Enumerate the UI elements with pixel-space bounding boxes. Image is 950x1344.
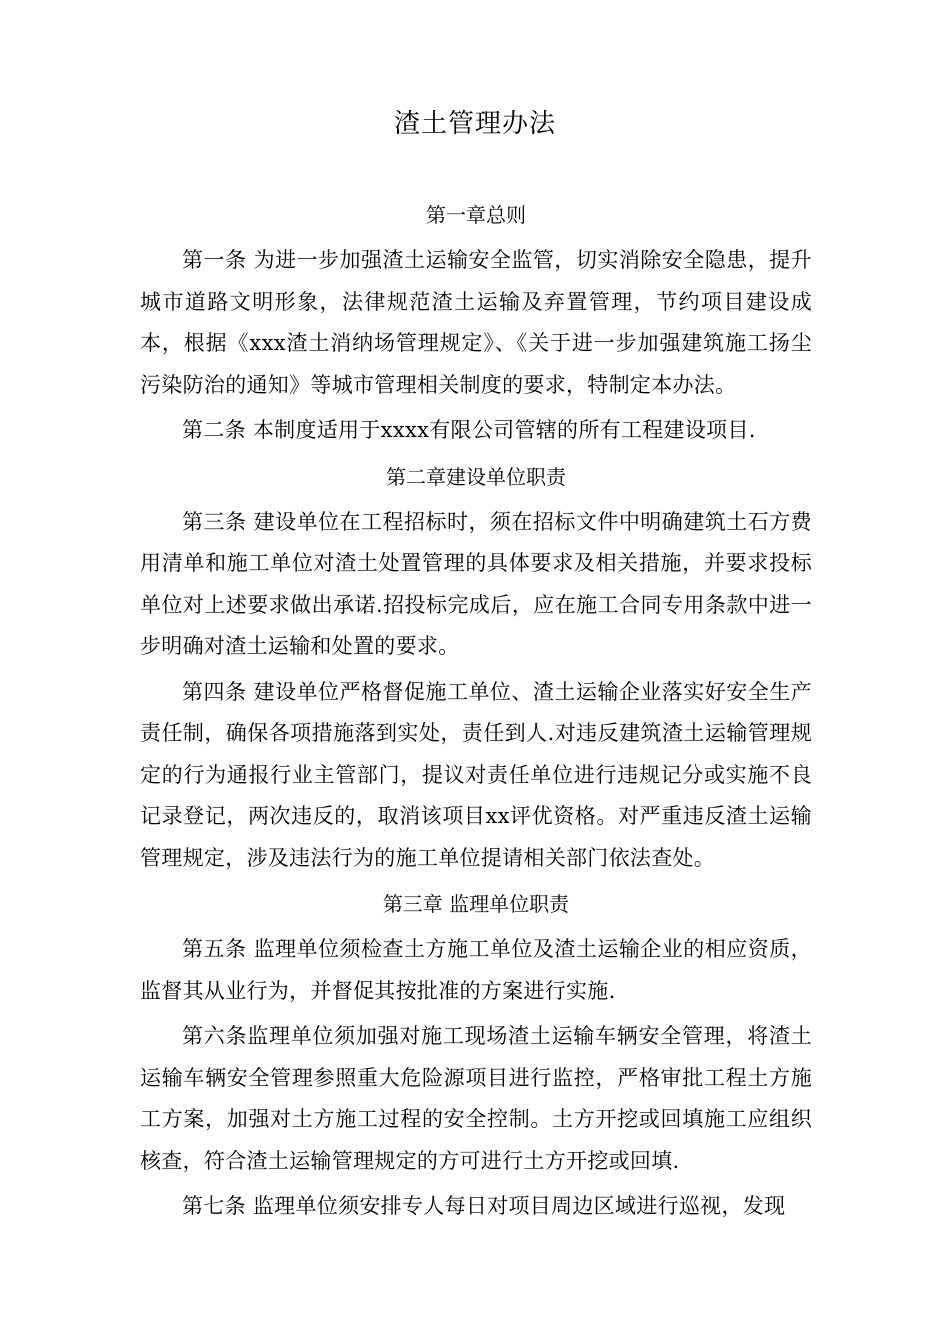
- article-paragraph: 第三条 建设单位在工程招标时，须在招标文件中明确建筑土石方费用清单和施工单位对渣土处置管理的具体要求及相关措施，并要求投标单位对上述要求做出承诺.招投标完成后，应在施工合同专用条款中进一步明确对渣土运输和处置的要求。: [140, 509, 812, 658]
- article-paragraph: 第二条 本制度适用于xxxx有限公司管辖的所有工程建设项目.: [182, 418, 756, 442]
- chapter-heading: 第三章 监理单位职责: [382, 892, 570, 916]
- article-paragraph: 第七条 监理单位须安排专人每日对项目周边区域进行巡视，发现: [182, 1194, 786, 1218]
- article-paragraph: 第四条 建设单位严格督促施工单位、渣土运输企业落实好安全生产责任制，确保各项措施落到实处，责任到人.对违反建筑渣土运输管理规定的行为通报行业主管部门，提议对责任单位进行违规记分或实施不良记录登记，两次违反的，取消该项目xx评优资格。对严重违反渣土运输管理规定，涉及违法行为的施工单位提请相关部门依法查处。: [140, 679, 812, 870]
- chapter-heading: 第二章建设单位职责: [386, 464, 566, 489]
- article-paragraph: 第五条 监理单位须检查土方施工单位及渣土运输企业的相应资质，监督其从业行为，并督促其按批准的方案进行实施.: [140, 937, 812, 1003]
- document-body: [140, 196, 812, 1232]
- article-paragraph: 第六条监理单位须加强对施工现场渣土运输车辆安全管理，将渣土运输车辆安全管理参照重大危险源项目进行监控，严格审批工程土方施工方案，加强对土方施工过程的安全控制。土方开挖或回填施工应组织核查，符合渣土运输管理规定的方可进行土方开挖或回填.: [140, 1024, 812, 1173]
- chapter-heading: 第一章总则: [426, 203, 526, 227]
- document-title: 渣土管理办法: [393, 109, 556, 139]
- article-paragraph: 第一条 为进一步加强渣土运输安全监管，切实消除安全隐患，提升城市道路文明形象，法律规范渣土运输及弃置管理，节约项目建设成本，根据《xxx渣土消纳场管理规定》、《关于进一步加强建筑施工扬尘污染防治的通知》等城市管理相关制度的要求，特制定本办法。: [140, 248, 812, 397]
